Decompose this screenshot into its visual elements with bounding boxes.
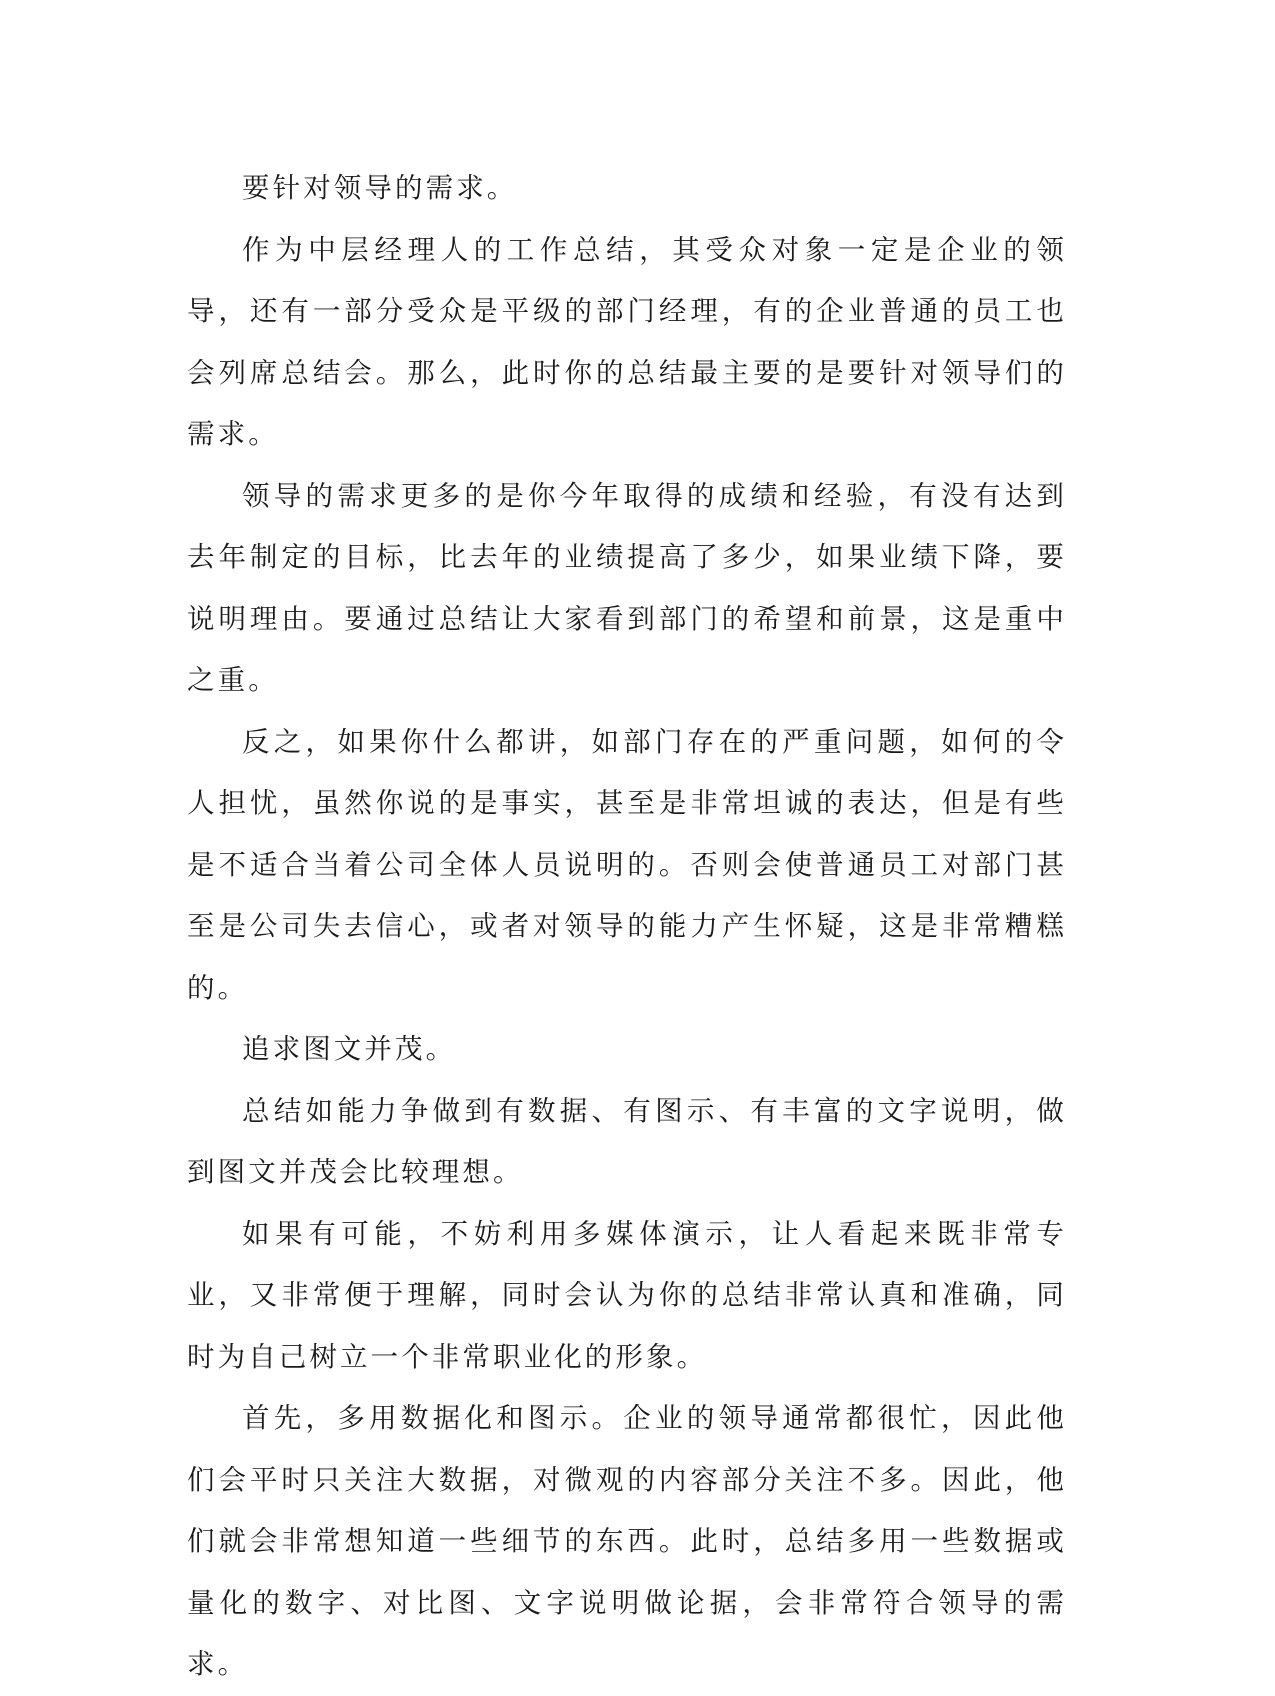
document-body (187, 158, 1067, 1696)
paragraph: 作为中层经理人的工作总结，其受众对象一定是企业的领导，还有一部分受众是平级的部门经理，有的企业普通的员工也会列席总结会。那么，此时你的总结最主要的是要针对领导们的需求。 (187, 233, 1067, 450)
paragraph: 反之，如果你什么都讲，如部门存在的严重问题，如何的令人担忧，虽然你说的是事实，甚至是非常坦诚的表达，但是有些是不适合当着公司全体人员说明的。否则会使普通员工对部门甚至是公司失去信心，或者对领导的能力产生怀疑，这是非常糟糕的。 (187, 725, 1067, 1004)
paragraph: 首先，多用数据化和图示。企业的领导通常都很忙，因此他们会平时只关注大数据，对微观的内容部分关注不多。因此，他们就会非常想知道一些细节的东西。此时，总结多用一些数据或量化的数字、对比图、文字说明做论据，会非常符合领导的需求。 (187, 1402, 1067, 1680)
paragraph: 追求图文并茂。 (242, 1033, 457, 1065)
paragraph: 如果有可能，不妨利用多媒体演示，让人看起来既非常专业，又非常便于理解，同时会认为你的总结非常认真和准确，同时为自己树立一个非常职业化的形象。 (187, 1217, 1067, 1373)
paragraph: 要针对领导的需求。 (242, 172, 518, 204)
paragraph: 领导的需求更多的是你今年取得的成绩和经验，有没有达到去年制定的目标，比去年的业绩提高了多少，如果业绩下降，要说明理由。要通过总结让大家看到部门的希望和前景，这是重中之重。 (187, 479, 1067, 696)
paragraph: 总结如能力争做到有数据、有图示、有丰富的文字说明，做到图文并茂会比较理想。 (187, 1094, 1067, 1188)
